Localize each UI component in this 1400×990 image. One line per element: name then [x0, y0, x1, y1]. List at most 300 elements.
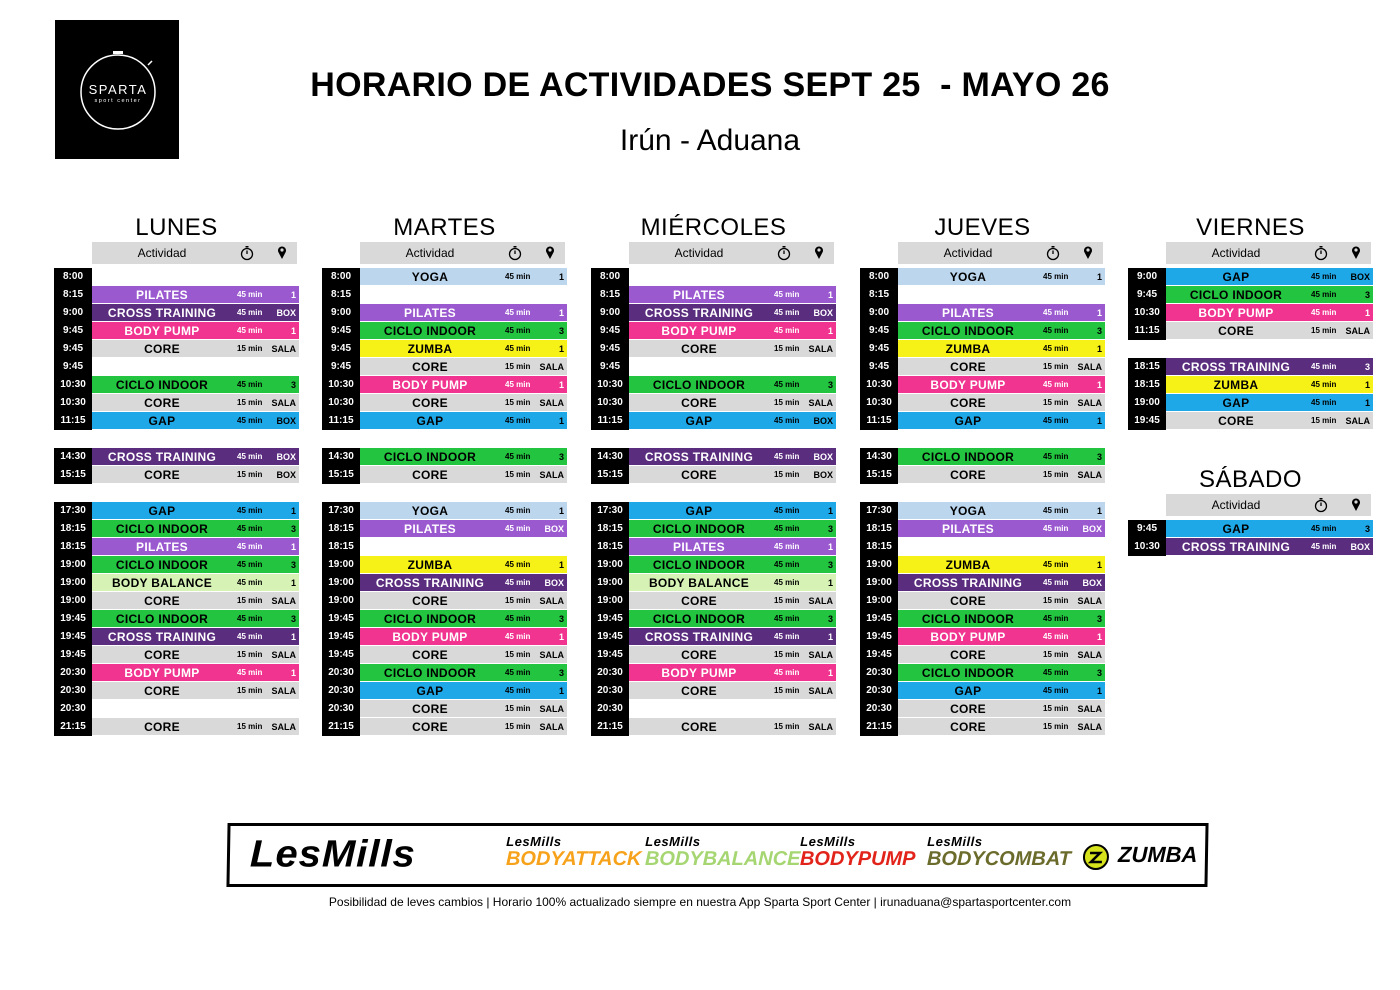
time-cell: 19:00	[591, 574, 629, 592]
activity-room: SALA	[539, 470, 564, 480]
stopwatch-icon	[1046, 245, 1060, 264]
activity-duration: 45 min	[774, 668, 800, 677]
activity-cell	[360, 628, 567, 646]
schedule-row	[54, 502, 299, 520]
activity-cell	[898, 322, 1105, 340]
activity-room: SALA	[1077, 470, 1102, 480]
column-header	[1166, 494, 1371, 516]
schedule-row	[1128, 520, 1373, 538]
time-cell: 20:30	[54, 664, 92, 682]
activity-duration: 45 min	[505, 668, 531, 677]
activity-duration: 45 min	[237, 632, 263, 641]
activity-cell	[360, 358, 567, 376]
activity-name: CORE	[412, 720, 448, 734]
time-cell: 19:45	[1128, 412, 1166, 430]
schedule-row	[54, 286, 299, 304]
schedule-row	[591, 700, 836, 718]
stopwatch-icon	[240, 245, 254, 264]
schedule-row	[591, 412, 836, 430]
activity-name: CORE	[681, 396, 717, 410]
day-name: JUEVES	[934, 214, 1031, 241]
time-cell: 10:30	[54, 376, 92, 394]
activity-duration: 15 min	[505, 722, 531, 731]
activity-room: 3	[558, 668, 564, 678]
activity-name: CORE	[950, 396, 986, 410]
time-cell: 9:45	[1128, 286, 1166, 304]
time-cell: 19:45	[322, 610, 360, 628]
activity-name: CORE	[681, 342, 717, 356]
activity-room: SALA	[271, 596, 296, 606]
activity-duration: 15 min	[505, 470, 531, 479]
activity-room: SALA	[1345, 326, 1370, 336]
time-cell: 9:45	[322, 322, 360, 340]
activity-cell	[360, 520, 567, 538]
time-cell: 11:15	[1128, 322, 1166, 340]
activity-room: BOX	[276, 470, 296, 480]
schedule-row	[860, 664, 1105, 682]
activity-name: CICLO INDOOR	[921, 612, 1015, 626]
time-cell: 20:30	[860, 700, 898, 718]
schedule-row	[591, 592, 836, 610]
schedule-row	[591, 556, 836, 574]
schedule-row	[54, 664, 299, 682]
day-name: VIERNES	[1196, 214, 1305, 241]
time-cell: 21:15	[54, 718, 92, 736]
stopwatch-icon	[1314, 245, 1328, 264]
activity-duration: 45 min	[1043, 272, 1069, 281]
schedule-row	[1128, 538, 1373, 556]
activity-name: CORE	[144, 396, 180, 410]
activity-name: ZUMBA	[407, 558, 453, 572]
activity-cell	[360, 592, 567, 610]
activity-room: 1	[558, 272, 564, 282]
activity-duration: 45 min	[505, 272, 531, 281]
activity-room: BOX	[813, 470, 833, 480]
activity-duration: 45 min	[774, 614, 800, 623]
schedule-row	[322, 592, 567, 610]
day-name: MARTES	[393, 214, 496, 241]
activity-duration: 15 min	[237, 686, 263, 695]
time-cell: 10:30	[860, 394, 898, 412]
day-column-jueves	[860, 214, 1105, 736]
activity-duration: 45 min	[237, 326, 263, 335]
activity-cell	[629, 682, 836, 700]
activity-cell	[898, 358, 1105, 376]
time-cell: 11:15	[54, 412, 92, 430]
time-cell: 8:15	[591, 286, 629, 304]
time-cell: 8:00	[591, 268, 629, 286]
activity-room: 3	[1364, 290, 1370, 300]
time-cell: 19:45	[54, 628, 92, 646]
activity-duration: 15 min	[237, 398, 263, 407]
map-pin-icon	[1351, 497, 1361, 515]
time-cell: 15:15	[860, 466, 898, 484]
activity-room: 3	[827, 614, 833, 624]
schedule-row	[591, 286, 836, 304]
schedule-row	[860, 574, 1105, 592]
activity-room: BOX	[276, 452, 296, 462]
activity-room: BOX	[276, 416, 296, 426]
activity-room: 3	[558, 452, 564, 462]
activity-duration: 15 min	[1043, 398, 1069, 407]
activity-name: CORE	[950, 360, 986, 374]
activity-name: PILATES	[404, 306, 456, 320]
activity-name: CROSS TRAINING	[1181, 360, 1291, 374]
activity-name: CROSS TRAINING	[913, 576, 1023, 590]
activity-room: 1	[558, 308, 564, 318]
time-cell: 14:30	[54, 448, 92, 466]
time-cell: 10:30	[54, 394, 92, 412]
activity-room: SALA	[1077, 650, 1102, 660]
activity-room: SALA	[808, 650, 833, 660]
activity-duration: 45 min	[1043, 686, 1069, 695]
activity-name: CORE	[412, 360, 448, 374]
time-cell: 10:30	[322, 376, 360, 394]
activity-room: SALA	[271, 344, 296, 354]
schedule-row	[591, 502, 836, 520]
schedule-row	[860, 322, 1105, 340]
activity-cell	[92, 592, 299, 610]
activity-room: SALA	[1077, 704, 1102, 714]
activity-room: 3	[827, 380, 833, 390]
activity-name: CICLO INDOOR	[115, 558, 209, 572]
time-cell: 9:45	[860, 322, 898, 340]
activity-cell	[898, 520, 1105, 538]
activity-cell	[360, 700, 567, 718]
map-pin-icon	[277, 245, 287, 263]
activity-duration: 15 min	[1043, 722, 1069, 731]
activity-duration: 45 min	[774, 308, 800, 317]
activity-room: 1	[558, 344, 564, 354]
activity-duration: 45 min	[505, 578, 531, 587]
activity-cell	[360, 412, 567, 430]
activity-duration: 15 min	[505, 704, 531, 713]
activity-duration: 45 min	[237, 578, 263, 587]
activity-room: SALA	[271, 722, 296, 732]
activity-cell	[898, 556, 1105, 574]
time-cell: 10:30	[1128, 538, 1166, 556]
schedule-row	[54, 646, 299, 664]
activity-duration: 15 min	[1043, 650, 1069, 659]
activity-cell	[1166, 304, 1373, 322]
time-cell: 9:45	[322, 340, 360, 358]
schedule-row	[591, 358, 836, 376]
activity-name: PILATES	[942, 522, 994, 536]
column-header	[898, 242, 1103, 264]
activity-room: SALA	[1077, 596, 1102, 606]
activity-name: ZUMBA	[945, 558, 991, 572]
activity-name: CICLO INDOOR	[383, 666, 477, 680]
activity-cell	[360, 394, 567, 412]
activity-name: CROSS TRAINING	[644, 450, 754, 464]
activity-name: ZUMBA	[407, 342, 453, 356]
schedule-row	[322, 268, 567, 286]
time-cell: 9:00	[591, 304, 629, 322]
activity-name: CROSS TRAINING	[107, 630, 217, 644]
activity-cell	[92, 268, 299, 286]
schedule-row	[1128, 394, 1373, 412]
activity-name: CROSS TRAINING	[1181, 540, 1291, 554]
time-cell: 18:15	[860, 538, 898, 556]
stopwatch-icon	[777, 245, 791, 264]
time-cell: 19:45	[591, 610, 629, 628]
activity-name: GAP	[148, 414, 176, 428]
activity-room: BOX	[276, 308, 296, 318]
schedule-row	[322, 322, 567, 340]
schedule-row	[322, 502, 567, 520]
activity-duration: 45 min	[774, 290, 800, 299]
activity-cell	[898, 538, 1105, 556]
activity-room: 1	[558, 686, 564, 696]
activity-name: ZUMBA	[1213, 378, 1259, 392]
activity-room: 3	[1096, 668, 1102, 678]
activity-cell	[92, 718, 299, 736]
activity-room: 1	[827, 668, 833, 678]
schedule-row	[591, 340, 836, 358]
map-pin-icon	[1351, 245, 1361, 263]
day-column-sábado	[1128, 466, 1373, 556]
schedule-row	[322, 538, 567, 556]
activity-cell	[92, 556, 299, 574]
activity-cell	[898, 610, 1105, 628]
lesmills-logo: LesMills	[249, 833, 417, 875]
page-title: HORARIO DE ACTIVIDADES SEPT 25 - MAYO 26	[310, 66, 1110, 104]
activity-name: CORE	[144, 720, 180, 734]
activity-room: 1	[1096, 506, 1102, 516]
time-cell: 18:15	[54, 538, 92, 556]
time-cell: 20:30	[322, 700, 360, 718]
schedule-row	[860, 286, 1105, 304]
activity-header-label: Actividad	[943, 246, 993, 260]
activity-cell	[898, 286, 1105, 304]
schedule-row	[860, 268, 1105, 286]
schedule-row	[54, 610, 299, 628]
time-cell: 19:00	[322, 574, 360, 592]
day-name: LUNES	[135, 214, 218, 241]
activity-room: SALA	[539, 362, 564, 372]
schedule-row	[591, 574, 836, 592]
activity-room: BOX	[1350, 542, 1370, 552]
activity-room: BOX	[813, 452, 833, 462]
schedule-row	[860, 304, 1105, 322]
activity-cell	[1166, 538, 1373, 556]
activity-duration: 45 min	[774, 506, 800, 515]
activity-name: CORE	[412, 396, 448, 410]
time-cell: 9:00	[1128, 268, 1166, 286]
time-cell: 10:30	[860, 376, 898, 394]
activity-cell	[898, 700, 1105, 718]
activity-room: 1	[827, 578, 833, 588]
activity-name: GAP	[685, 414, 713, 428]
activity-name: CORE	[1218, 414, 1254, 428]
activity-duration: 45 min	[774, 632, 800, 641]
activity-duration: 15 min	[1311, 326, 1337, 335]
column-header	[360, 242, 565, 264]
activity-cell	[360, 340, 567, 358]
day-column-viernes	[1128, 214, 1373, 430]
activity-cell	[629, 340, 836, 358]
schedule-row	[860, 718, 1105, 736]
activity-cell	[898, 376, 1105, 394]
activity-header-label: Actividad	[1211, 246, 1261, 260]
activity-room: 1	[1096, 308, 1102, 318]
schedule-row	[1128, 322, 1373, 340]
brand-bodypump: LesMills BODYPUMP	[799, 834, 916, 870]
activity-name: PILATES	[673, 288, 725, 302]
activity-room: 3	[1096, 614, 1102, 624]
schedule-row	[54, 682, 299, 700]
activity-duration: 45 min	[237, 308, 263, 317]
time-cell: 19:00	[54, 556, 92, 574]
time-cell: 9:45	[591, 340, 629, 358]
activity-duration: 45 min	[1043, 308, 1069, 317]
time-cell: 19:45	[322, 646, 360, 664]
activity-duration: 45 min	[1043, 506, 1069, 515]
activity-cell	[92, 610, 299, 628]
activity-cell	[629, 502, 836, 520]
activity-cell	[629, 376, 836, 394]
time-cell: 9:45	[591, 358, 629, 376]
activity-duration: 15 min	[237, 596, 263, 605]
activity-room: 3	[1364, 362, 1370, 372]
activity-duration: 15 min	[774, 470, 800, 479]
activity-cell	[629, 412, 836, 430]
activity-name: CORE	[950, 594, 986, 608]
schedule-row	[322, 304, 567, 322]
time-cell: 19:00	[860, 556, 898, 574]
activity-name: CROSS TRAINING	[644, 306, 754, 320]
time-cell: 9:00	[322, 304, 360, 322]
time-cell: 8:15	[54, 286, 92, 304]
activity-duration: 45 min	[1043, 416, 1069, 425]
activity-name: CROSS TRAINING	[644, 630, 754, 644]
activity-room: SALA	[1345, 416, 1370, 426]
time-cell: 8:00	[860, 268, 898, 286]
schedule-row	[860, 520, 1105, 538]
activity-room: SALA	[539, 596, 564, 606]
activity-room: 1	[558, 506, 564, 516]
activity-name: PILATES	[942, 306, 994, 320]
activity-name: CICLO INDOOR	[921, 450, 1015, 464]
activity-duration: 45 min	[1311, 362, 1337, 371]
time-cell: 19:45	[54, 646, 92, 664]
time-cell: 9:45	[1128, 520, 1166, 538]
activity-duration: 45 min	[1043, 326, 1069, 335]
activity-room: 1	[558, 416, 564, 426]
schedule-row	[322, 520, 567, 538]
activity-cell	[898, 628, 1105, 646]
activity-cell	[898, 592, 1105, 610]
time-cell: 19:45	[860, 610, 898, 628]
activity-duration: 45 min	[505, 632, 531, 641]
schedule-row	[1128, 268, 1373, 286]
activity-duration: 45 min	[1043, 380, 1069, 389]
activity-name: CORE	[681, 468, 717, 482]
schedule-row	[591, 304, 836, 322]
activity-name: CORE	[1218, 324, 1254, 338]
activity-room: SALA	[808, 398, 833, 408]
time-cell: 14:30	[591, 448, 629, 466]
schedule-row	[54, 718, 299, 736]
activity-cell	[360, 466, 567, 484]
activity-duration: 45 min	[505, 524, 531, 533]
sparta-logo	[55, 20, 179, 159]
page-subtitle: Irún - Aduana	[619, 124, 801, 157]
activity-room: SALA	[539, 650, 564, 660]
activity-name: CORE	[950, 720, 986, 734]
brand-bodyattack: LesMills BODYATTACK	[505, 834, 642, 870]
activity-cell	[629, 322, 836, 340]
time-cell: 17:30	[860, 502, 898, 520]
activity-cell	[1166, 412, 1373, 430]
activity-name: CORE	[681, 684, 717, 698]
activity-name: CICLO INDOOR	[921, 666, 1015, 680]
activity-name: GAP	[148, 504, 176, 518]
activity-cell	[898, 340, 1105, 358]
day-name: MIÉRCOLES	[640, 214, 787, 241]
time-cell: 18:15	[1128, 376, 1166, 394]
schedule-row	[860, 340, 1105, 358]
activity-duration: 45 min	[1043, 668, 1069, 677]
activity-cell	[898, 646, 1105, 664]
schedule-row	[322, 718, 567, 736]
activity-duration: 15 min	[774, 596, 800, 605]
schedule-row	[54, 538, 299, 556]
activity-duration: 45 min	[505, 614, 531, 623]
activity-cell	[92, 412, 299, 430]
activity-room: 1	[827, 326, 833, 336]
column-header	[629, 242, 834, 264]
schedule-row	[322, 394, 567, 412]
activity-name: CICLO INDOOR	[652, 612, 746, 626]
schedule-row	[860, 448, 1105, 466]
activity-name: BODY PUMP	[1198, 306, 1274, 320]
activity-room: 3	[1364, 524, 1370, 534]
activity-room: 1	[290, 326, 296, 336]
activity-name: GAP	[954, 684, 982, 698]
activity-name: CORE	[681, 648, 717, 662]
activity-cell	[92, 682, 299, 700]
schedule-row	[322, 286, 567, 304]
activity-room: BOX	[1082, 524, 1102, 534]
time-cell: 20:30	[860, 682, 898, 700]
map-pin-icon	[545, 245, 555, 263]
activity-name: CROSS TRAINING	[375, 576, 485, 590]
activity-room: 1	[1096, 344, 1102, 354]
schedule-row	[591, 268, 836, 286]
activity-room: 1	[827, 542, 833, 552]
schedule-row	[54, 556, 299, 574]
activity-duration: 45 min	[774, 560, 800, 569]
activity-duration: 45 min	[237, 506, 263, 515]
time-cell: 19:45	[860, 628, 898, 646]
activity-cell	[360, 322, 567, 340]
time-cell: 19:00	[322, 592, 360, 610]
activity-room: SALA	[808, 596, 833, 606]
activity-room: 1	[290, 506, 296, 516]
schedule-row	[1128, 412, 1373, 430]
activity-cell	[1166, 322, 1373, 340]
time-cell: 11:15	[860, 412, 898, 430]
activity-room: SALA	[271, 650, 296, 660]
activity-cell	[92, 538, 299, 556]
time-cell: 18:15	[322, 538, 360, 556]
schedule-row	[54, 412, 299, 430]
activity-name: CICLO INDOOR	[383, 324, 477, 338]
activity-duration: 45 min	[1043, 344, 1069, 353]
activity-duration: 15 min	[237, 722, 263, 731]
activity-duration: 45 min	[1311, 272, 1337, 281]
